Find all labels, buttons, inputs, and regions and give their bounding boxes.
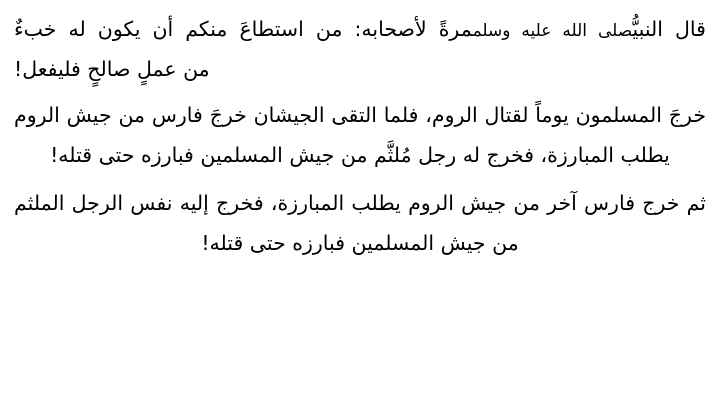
honorific-phrase: صلى الله عليه وسلم (472, 21, 633, 41)
paragraph-story-part-1: خرجَ المسلمون يوماً لقتال الروم، فلما التقى الجيشان خرجَ فارس من جيش الروم يطلب المبارزة، فخرج له رجل مُلثَّم من جيش المسلمين فبارزه حتى قتله! (14, 102, 706, 167)
hadith-line-one-rest: مرةً لأصحابه: من استطاعَ منكم أن يكون له خبءٌ (14, 17, 473, 41)
paragraph-story-part-2: ثم خرج فارس آخر من جيش الروم يطلب المبارزة، فخرج إليه نفس الرجل الملثم من جيش المسلمين فبارزه حتى قتله! (14, 190, 706, 255)
hadith-line-one (14, 10, 706, 50)
hadith-opening-text: قال النبيُّ (632, 17, 706, 41)
hadith-line-two: من عملٍ صالحٍ فليفعل! (14, 56, 210, 81)
paragraph-hadith-intro (14, 10, 706, 90)
